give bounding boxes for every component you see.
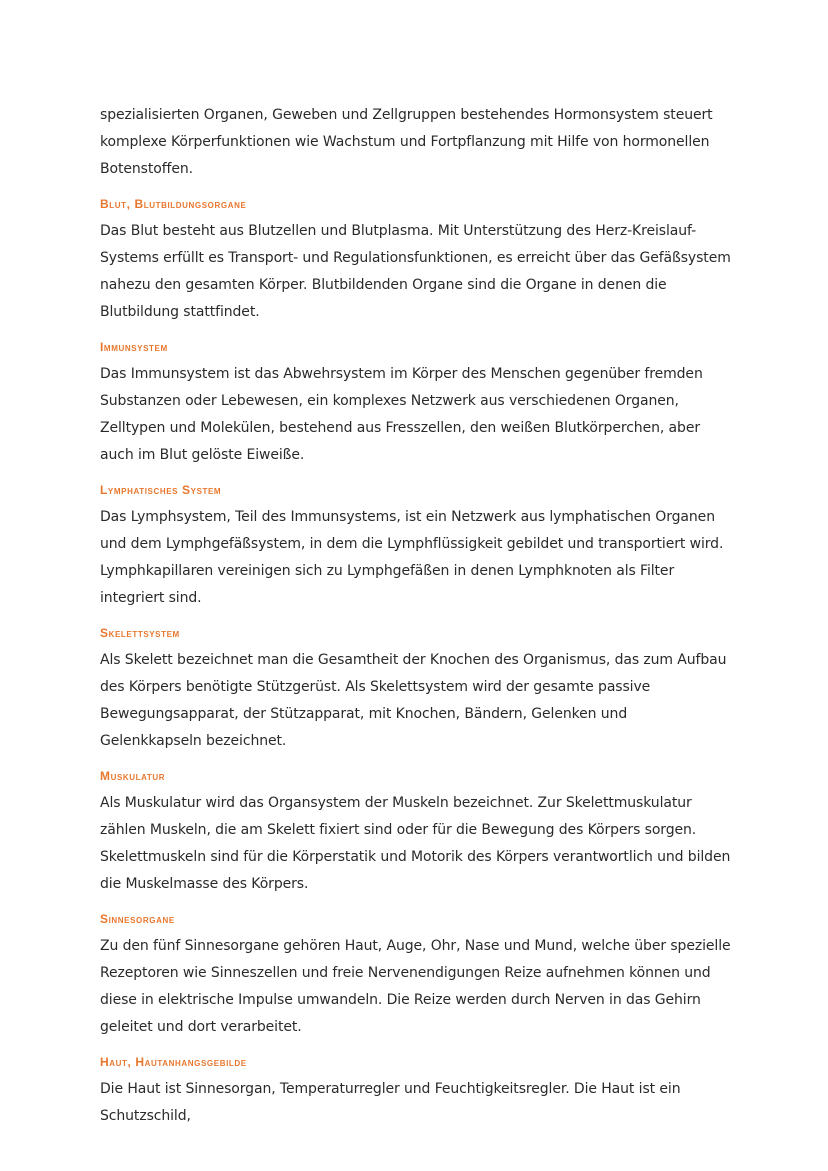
section-heading: Lymphatisches System bbox=[100, 483, 222, 497]
section-text: Die Haut ist Sinnesorgan, Temperaturregler und Feuchtigkeitsregler. Die Haut ist ein Schutzschild, bbox=[100, 1081, 681, 1124]
section-heading: Skelettsystem bbox=[100, 626, 180, 640]
section-heading: Blut, Blutbildungsorgane bbox=[100, 197, 247, 211]
section-heading: Muskulatur bbox=[100, 769, 166, 783]
section-heading: Haut, Hautanhangsgebilde bbox=[100, 1055, 247, 1069]
section-text: Das Immunsystem ist das Abwehrsystem im Körper des Menschen gegenüber fremden Substanzen oder Lebewesen, ein komplexes Netzwerk aus verschiedenen Organen, Zelltypen und Molekülen, bestehend aus Fresszellen, den weißen Blutkörperchen, aber auch im Blut gelöste Eiweiße. bbox=[100, 366, 703, 463]
section-lymphatisches-system bbox=[100, 479, 732, 612]
intro-paragraph: spezialisierten Organen, Geweben und Zellgruppen bestehendes Hormonsystem steuert komplexe Körperfunktionen wie Wachstum und Fortpflanzung mit Hilfe von hormonellen Botenstoffen. bbox=[100, 107, 713, 177]
section-skelettsystem bbox=[100, 622, 732, 755]
section-heading: Immunsystem bbox=[100, 340, 168, 354]
section-sinnesorgane bbox=[100, 908, 732, 1041]
section-text: Das Blut besteht aus Blutzellen und Blutplasma. Mit Unterstützung des Herz-Kreislauf-Systems erfüllt es Transport- und Regulationsfunktionen, es erreicht über das Gefäßsystem nahezu den gesamten Körper. Blutbildenden Organe sind die Organe in denen die Blutbildung stattfindet. bbox=[100, 223, 731, 320]
section-text: Als Skelett bezeichnet man die Gesamtheit der Knochen des Organismus, das zum Aufbau des Körpers benötigte Stützgerüst. Als Skelettsystem wird der gesamte passive Bewegungsapparat, der Stützapparat, mit Knochen, Bändern, Gelenken und Gelenkkapseln bezeichnet. bbox=[100, 652, 727, 749]
section-haut bbox=[100, 1051, 732, 1130]
section-muskulatur bbox=[100, 765, 732, 898]
section-text: Das Lymphsystem, Teil des Immunsystems, ist ein Netzwerk aus lymphatischen Organen und dem Lymphgefäßsystem, in dem die Lymphflüssigkeit gebildet und transportiert wird. Lymphkapillaren vereinigen sich zu Lymphgefäßen in denen Lymphknoten als Filter integriert sind. bbox=[100, 509, 724, 606]
section-text: Zu den fünf Sinnesorgane gehören Haut, Auge, Ohr, Nase und Mund, welche über spezielle Rezeptoren wie Sinneszellen und freie Nervenendigungen Reize aufnehmen können und diese in elektrische Impulse umwandeln. Die Reize werden durch Nerven in das Gehirn geleitet und dort verarbeitet. bbox=[100, 938, 731, 1035]
section-text: Als Muskulatur wird das Organsystem der Muskeln bezeichnet. Zur Skelettmuskulatur zählen Muskeln, die am Skelett fixiert sind oder für die Bewegung des Körpers sorgen. Skelettmuskeln sind für die Körperstatik und Motorik des Körpers verantwortlich und bilden die Muskelmasse des Körpers. bbox=[100, 795, 731, 892]
section-blut bbox=[100, 193, 732, 326]
section-heading: Sinnesorgane bbox=[100, 912, 175, 926]
section-immunsystem bbox=[100, 336, 732, 469]
document-page bbox=[100, 102, 732, 1130]
